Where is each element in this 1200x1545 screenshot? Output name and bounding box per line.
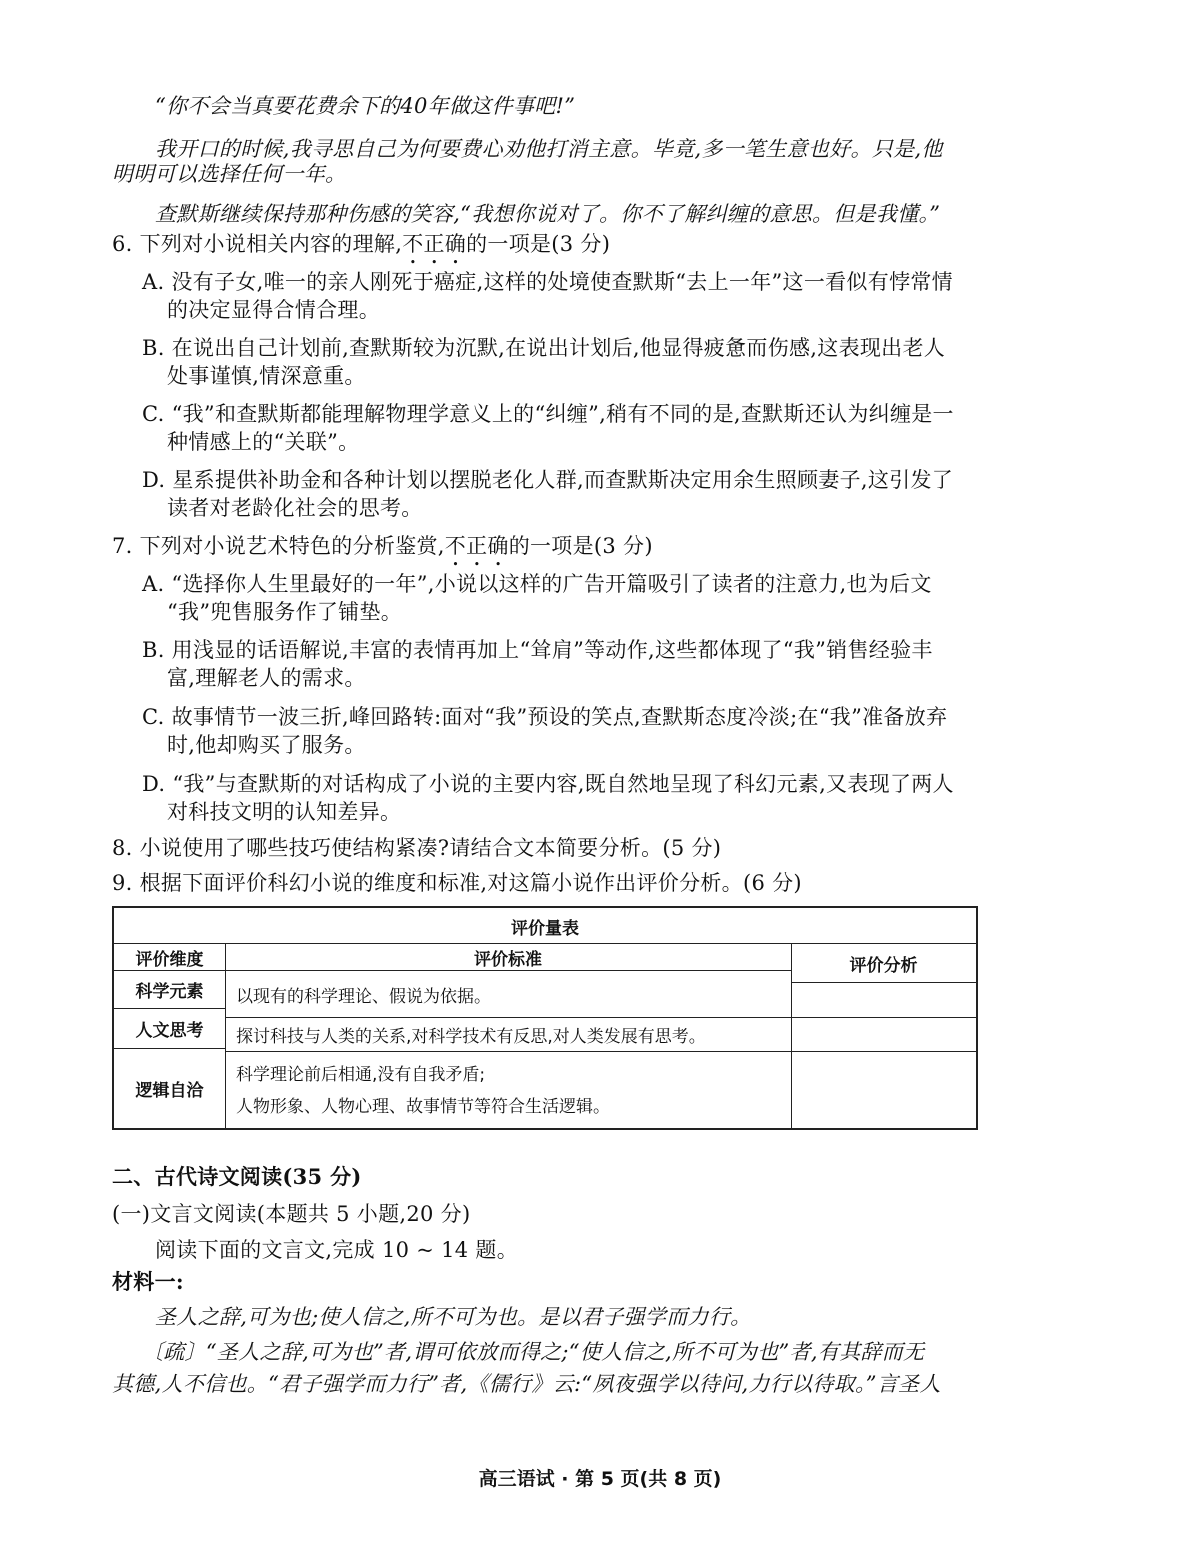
emphasis-text: 不正确 <box>444 534 509 558</box>
section-title: 二、古代诗文阅读(35 分) <box>112 1164 362 1189</box>
option-7c: C. 故事情节一波三折,峰回路转:面对“我”预设的笑点,查默斯态度冷淡;在“我”准备放弃 <box>142 705 948 729</box>
question-6-stem <box>112 230 610 269</box>
stem-text: 7. 下列对小说艺术特色的分析鉴赏, <box>112 534 445 558</box>
instruction: 阅读下面的文言文,完成 10 ~ 14 题。 <box>155 1238 519 1262</box>
option-6b: B. 在说出自己计划前,查默斯较为沉默,在说出计划后,他显得疲惫而伤感,这表现出老人 <box>142 336 946 360</box>
option-7c-cont: 时,他却购买了服务。 <box>167 733 366 757</box>
option-7b: B. 用浅显的话语解说,丰富的表情再加上“耸肩”等动作,这些都体现了“我”销售经验丰 <box>142 638 933 662</box>
option-7a-cont: “我”兜售服务作了铺垫。 <box>167 600 403 624</box>
option-7b-cont: 富,理解老人的需求。 <box>167 666 366 690</box>
classical-text: 〔疏〕“圣人之辞,可为也”者,谓可依放而得之;“使人信之,所不可为也”者,有其辞而无 <box>142 1340 925 1364</box>
material-label: 材料一: <box>112 1269 184 1294</box>
stem-text: 6. 下列对小说相关内容的理解, <box>112 232 403 256</box>
story-paragraph: 我开口的时候,我寻思自己为何要费心劝他打消主意。毕竟,多一笔生意也好。只是,他 <box>155 137 943 161</box>
story-paragraph: “你不会当真要花费余下的40年做这件事吧!” <box>155 94 576 118</box>
stem-text: 的一项是(3 分) <box>508 534 653 558</box>
option-7d-cont: 对科技文明的认知差异。 <box>167 800 402 824</box>
option-7a: A. “选择你人生里最好的一年”,小说以这样的广告开篇吸引了读者的注意力,也为后文 <box>142 572 932 596</box>
stem-text: 的一项是(3 分) <box>466 232 611 256</box>
table-divider <box>225 1051 976 1052</box>
evaluation-table <box>112 906 978 1130</box>
table-title: 评价量表 <box>511 918 579 939</box>
classical-text: 其德,人不信也。“君子强学而力行”者,《儒行》云:“夙夜强学以待问,力行以待取。”言圣人 <box>112 1372 941 1396</box>
table-row-dimension: 逻辑自洽 <box>135 1081 204 1101</box>
table-header-standard: 评价标准 <box>474 949 542 970</box>
option-6a: A. 没有子女,唯一的亲人刚死于癌症,这样的处境使查默斯“去上一年”这一看似有悖常情 <box>142 270 953 294</box>
question-9: 9. 根据下面评价科幻小说的维度和标准,对这篇小说作出评价分析。(6 分) <box>112 871 802 895</box>
option-7d: D. “我”与查默斯的对话构成了小说的主要内容,既自然地呈现了科幻元素,又表现了两人 <box>142 772 954 796</box>
table-header-dimension: 评价维度 <box>135 949 204 970</box>
subsection-title: (一)文言文阅读(本题共 5 小题,20 分) <box>112 1202 471 1226</box>
story-paragraph: 查默斯继续保持那种伤感的笑容,“我想你说对了。你不了解纠缠的意思。但是我懂。” <box>155 202 941 226</box>
table-row-dimension: 人文思考 <box>135 1020 204 1041</box>
option-6c-cont: 种情感上的“关联”。 <box>167 430 360 454</box>
emphasis-text: 不正确 <box>402 232 467 256</box>
story-paragraph: 明明可以选择任何一年。 <box>112 162 347 186</box>
page-footer: 高三语试 · 第 5 页(共 8 页) <box>478 1468 722 1490</box>
table-row-standard: 科学理论前后相通,没有自我矛盾; <box>236 1064 486 1085</box>
table-divider <box>791 982 976 983</box>
option-6b-cont: 处事谨慎,情深意重。 <box>167 364 366 388</box>
option-6d-cont: 读者对老龄化社会的思考。 <box>167 496 423 520</box>
table-row-standard: 人物形象、人物心理、故事情节等符合生活逻辑。 <box>236 1096 610 1117</box>
table-row-dimension: 科学元素 <box>135 981 204 1002</box>
option-6c: C. “我”和查默斯都能理解物理学意义上的“纠缠”,稍有不同的是,查默斯还认为纠缠是一 <box>142 402 954 426</box>
table-row-standard: 以现有的科学理论、假说为依据。 <box>236 986 491 1007</box>
table-header-analysis: 评价分析 <box>849 955 918 976</box>
option-6d: D. 星系提供补助金和各种计划以摆脱老化人群,而查默斯决定用余生照顾妻子,这引发了 <box>142 468 954 492</box>
question-8: 8. 小说使用了哪些技巧使结构紧凑?请结合文本简要分析。(5 分) <box>112 836 722 860</box>
option-6a-cont: 的决定显得合情合理。 <box>167 298 380 322</box>
question-7-stem <box>112 532 653 571</box>
table-row-standard: 探讨科技与人类的关系,对科学技术有反思,对人类发展有思考。 <box>236 1026 706 1047</box>
classical-text: 圣人之辞,可为也;使人信之,所不可为也。是以君子强学而力行。 <box>155 1305 752 1329</box>
